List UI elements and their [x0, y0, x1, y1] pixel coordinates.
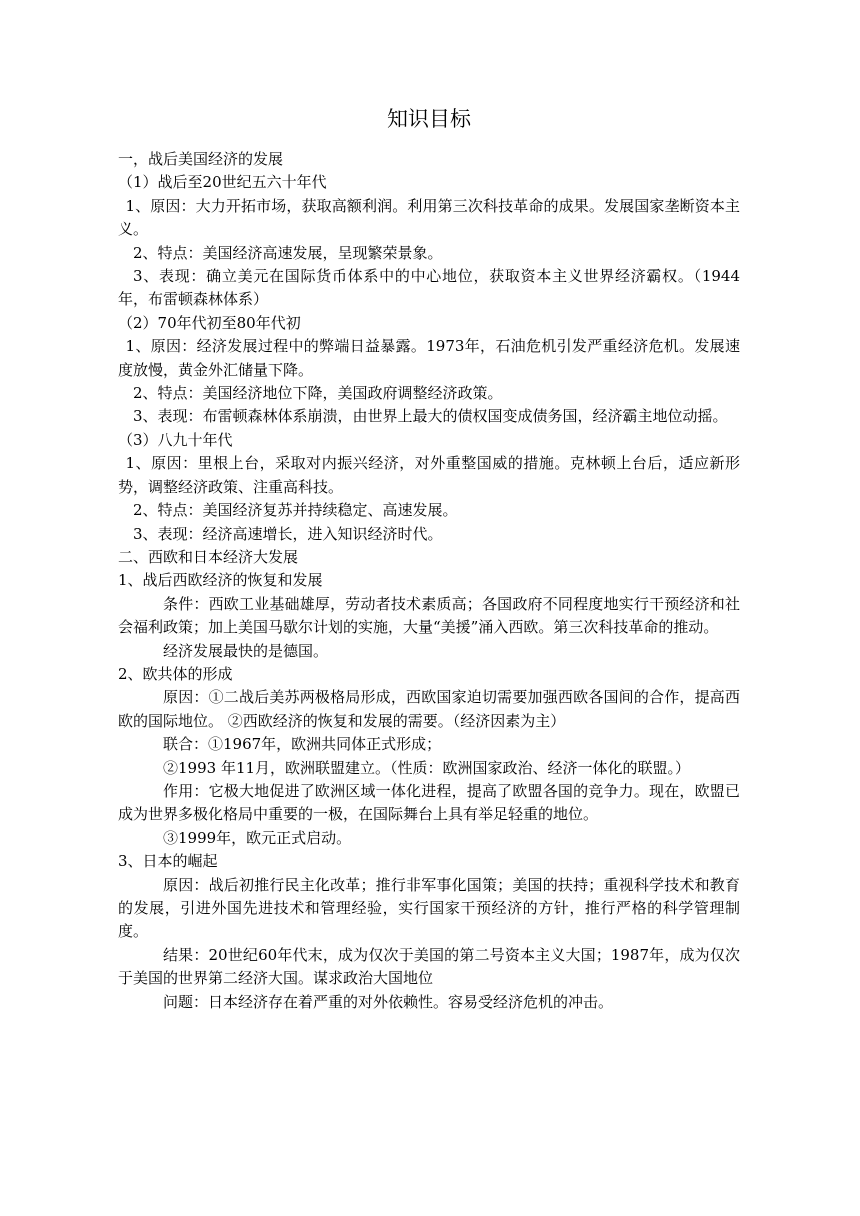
- paragraph: ②1993 年11月，欧洲联盟建立。（性质：欧洲国家政治、经济一体化的联盟。）: [163, 758, 691, 777]
- paragraph: 3、表现：布雷顿森林体系崩溃，由世界上最大的债权国变成债务国，经济霸主地位动摇。: [133, 407, 728, 426]
- paragraph: 1、原因：大力开拓市场，获取高额利润。利用第三次科技革命的成果。发展国家垄断资本主义。: [118, 196, 740, 239]
- document-body: [118, 104, 740, 1014]
- paragraph: 原因：战后初推行民主化改革；推行非军事化国策；美国的扶持；重视科学技术和教育的发展，引进外国先进技术和管理经验，实行国家干预经济的方针，推行严格的科学管理制度。: [118, 875, 740, 941]
- paragraph: 2、特点：美国经济高速发展，呈现繁荣景象。: [133, 243, 443, 262]
- paragraph: 条件：西欧工业基础雄厚，劳动者技术素质高；各国政府不同程度地实行干预经济和社会福利政策；加上美国马歇尔计划的实施，大量“美援”涌入西欧。第三次科技革命的推动。: [118, 594, 740, 637]
- paragraph: 联合：①1967年，欧洲共同体正式形成；: [163, 735, 442, 754]
- subsection-heading: （3）八九十年代: [118, 430, 233, 449]
- paragraph: 1、原因：里根上台，采取对内振兴经济，对外重整国威的措施。克林顿上台后，适应新形势，调整经济政策、注重高科技。: [118, 454, 740, 496]
- paragraph: ③1999年，欧元正式启动。: [163, 828, 352, 847]
- paragraph: 2、特点：美国经济复苏并持续稳定、高速发展。: [133, 501, 458, 520]
- subsection-heading: （1）战后至20世纪五六十年代: [118, 173, 327, 192]
- paragraph: 3、表现：经济高速增长，进入知识经济时代。: [133, 524, 443, 543]
- paragraph: 经济发展最快的是德国。: [163, 641, 329, 660]
- subsection-heading: 3、日本的崛起: [118, 852, 218, 871]
- page-title: 知识目标: [387, 107, 471, 131]
- subsection-heading: 1、战后西欧经济的恢复和发展: [118, 571, 323, 590]
- paragraph: 3、表现：确立美元在国际货币体系中的中心地位，获取资本主义世界经济霸权。（1944年，布雷顿森林体系）: [118, 267, 740, 309]
- subsection-heading: 2、欧共体的形成: [118, 664, 233, 683]
- subsection-heading: （2）70年代初至80年代初: [118, 313, 301, 332]
- paragraph: 结果：20世纪60年代末，成为仅次于美国的第二号资本主义大国；1987年，成为仅次于美国的世界第二经济大国。谋求政治大国地位: [118, 945, 740, 988]
- section-heading-2: 二、西欧和日本经济大发展: [118, 547, 299, 566]
- paragraph: 问题：日本经济存在着严重的对外依赖性。容易受经济危机的冲击。: [163, 992, 614, 1011]
- section-heading-1: 一，战后美国经济的发展: [118, 150, 284, 168]
- paragraph: 原因：①二战后美苏两极格局形成，西欧国家迫切需要加强西欧各国间的合作，提高西欧的国际地位。 ②西欧经济的恢复和发展的需要。（经济因素为主）: [118, 688, 740, 730]
- paragraph: 1、原因：经济发展过程中的弊端日益暴露。1973年，石油危机引发严重经济危机。发展速度放慢，黄金外汇储量下降。: [118, 337, 740, 379]
- paragraph: 作用：它极大地促进了欧洲区域一体化进程，提高了欧盟各国的竞争力。现在，欧盟已成为世界多极化格局中重要的一极，在国际舞台上具有举足轻重的地位。: [118, 781, 740, 824]
- paragraph: 2、特点：美国经济地位下降，美国政府调整经济政策。: [133, 384, 503, 403]
